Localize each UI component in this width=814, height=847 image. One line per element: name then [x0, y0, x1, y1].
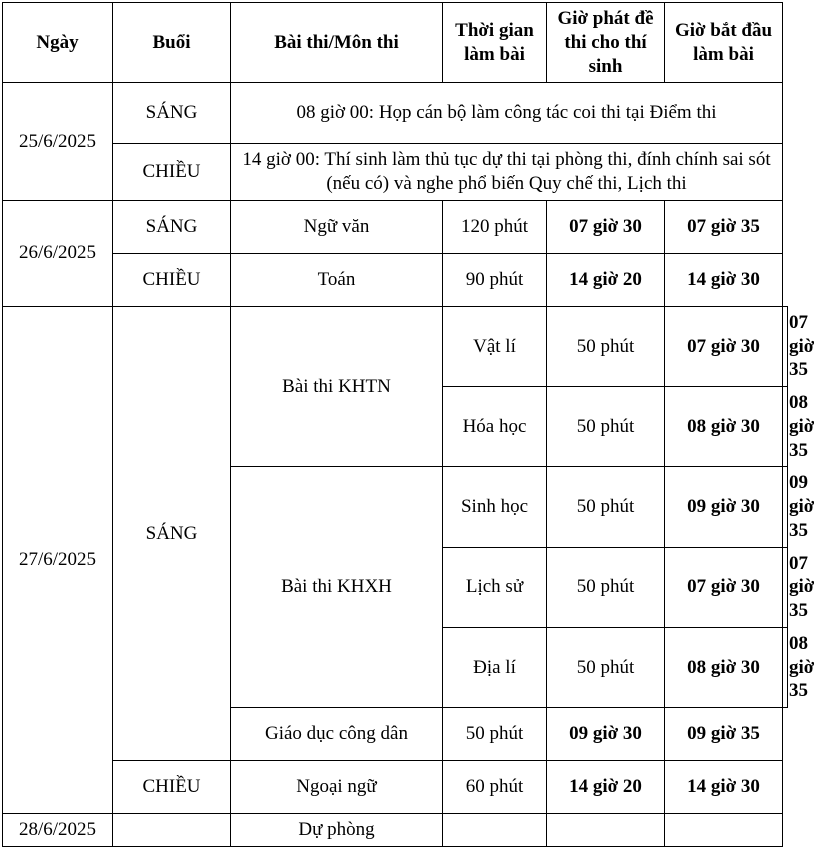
cell-give-vatli: 07 giờ 30: [665, 306, 783, 386]
header-start-time: Giờ bắt đầu làm bài: [665, 3, 783, 83]
cell-subject-sinhhoc: Sinh học: [443, 467, 547, 547]
cell-subject-diali: Địa lí: [443, 627, 547, 707]
cell-note-afternoon-25-6: 14 giờ 00: Thí sinh làm thủ tục dự thi tại phòng thi, đính chính sai sót (nếu có) và nghe phổ biến Quy chế thi, Lịch thi: [231, 144, 783, 201]
cell-give-nguvan: 07 giờ 30: [547, 200, 665, 253]
cell-duration-ngoaingu: 60 phút: [443, 761, 547, 814]
cell-subject-duphong: Dự phòng: [231, 814, 443, 847]
cell-give-diali: 08 giờ 30: [665, 627, 783, 707]
table-body: [3, 83, 814, 847]
cell-session-afternoon: CHIỀU: [113, 761, 231, 814]
cell-start-duphong: [665, 814, 783, 847]
cell-start-lichsu: 07 giờ 35: [783, 547, 788, 627]
cell-subject-toan: Toán: [231, 253, 443, 306]
header-session: Buổi: [113, 3, 231, 83]
exam-schedule-sheet: [0, 2, 814, 840]
cell-duration-diali: 50 phút: [547, 627, 665, 707]
cell-duration-toan: 90 phút: [443, 253, 547, 306]
cell-duration-sinhhoc: 50 phút: [547, 467, 665, 547]
cell-session-afternoon: CHIỀU: [113, 253, 231, 306]
cell-session-morning: SÁNG: [113, 83, 231, 144]
cell-date-26-6: 26/6/2025: [3, 200, 113, 306]
cell-duration-hoahoc: 50 phút: [547, 387, 665, 467]
cell-duration-nguvan: 120 phút: [443, 200, 547, 253]
exam-schedule-table: [2, 2, 814, 847]
cell-duration-duphong: [443, 814, 547, 847]
cell-session-afternoon: CHIỀU: [113, 144, 231, 201]
table-header: [3, 3, 788, 83]
cell-give-gdcd: 09 giờ 30: [547, 708, 665, 761]
cell-start-toan: 14 giờ 30: [665, 253, 783, 306]
cell-session-morning: SÁNG: [113, 200, 231, 253]
header-subject: Bài thi/Môn thi: [231, 3, 443, 83]
cell-duration-gdcd: 50 phút: [443, 708, 547, 761]
cell-give-sinhhoc: 09 giờ 30: [665, 467, 783, 547]
cell-start-hoahoc: 08 giờ 35: [783, 387, 788, 467]
cell-subject-gdcd: Giáo dục công dân: [231, 708, 443, 761]
cell-subject-ngoaingu: Ngoại ngữ: [231, 761, 443, 814]
cell-start-ngoaingu: 14 giờ 30: [665, 761, 783, 814]
table-row: [3, 814, 788, 847]
cell-session-empty: [113, 814, 231, 847]
table-header-row: [3, 3, 788, 83]
cell-subject-hoahoc: Hóa học: [443, 387, 547, 467]
table-row: [3, 144, 788, 201]
cell-subject-nguvan: Ngữ văn: [231, 200, 443, 253]
table-row: [3, 83, 788, 144]
cell-start-gdcd: 09 giờ 35: [665, 708, 783, 761]
cell-give-ngoaingu: 14 giờ 20: [547, 761, 665, 814]
cell-duration-lichsu: 50 phút: [547, 547, 665, 627]
cell-subject-vatli: Vật lí: [443, 306, 547, 386]
cell-group-khxh: Bài thi KHXH: [231, 467, 443, 708]
cell-start-vatli: 07 giờ 35: [783, 306, 788, 386]
cell-give-toan: 14 giờ 20: [547, 253, 665, 306]
table-row: [3, 200, 788, 253]
header-date: Ngày: [3, 3, 113, 83]
table-row: [3, 761, 788, 814]
cell-duration-vatli: 50 phút: [547, 306, 665, 386]
cell-note-morning-25-6: 08 giờ 00: Họp cán bộ làm công tác coi thi tại Điểm thi: [231, 83, 783, 144]
cell-group-khtn: Bài thi KHTN: [231, 306, 443, 467]
cell-start-diali: 08 giờ 35: [783, 627, 788, 707]
header-give-time: Giờ phát đề thi cho thí sinh: [547, 3, 665, 83]
cell-give-lichsu: 07 giờ 30: [665, 547, 783, 627]
cell-date-28-6: 28/6/2025: [3, 814, 113, 847]
table-row: [3, 253, 788, 306]
cell-date-25-6: 25/6/2025: [3, 83, 113, 201]
cell-session-morning: SÁNG: [113, 306, 231, 760]
cell-date-27-6: 27/6/2025: [3, 306, 113, 813]
cell-start-sinhhoc: 09 giờ 35: [783, 467, 788, 547]
cell-give-duphong: [547, 814, 665, 847]
cell-start-nguvan: 07 giờ 35: [665, 200, 783, 253]
cell-subject-lichsu: Lịch sử: [443, 547, 547, 627]
header-duration: Thời gian làm bài: [443, 3, 547, 83]
cell-give-hoahoc: 08 giờ 30: [665, 387, 783, 467]
